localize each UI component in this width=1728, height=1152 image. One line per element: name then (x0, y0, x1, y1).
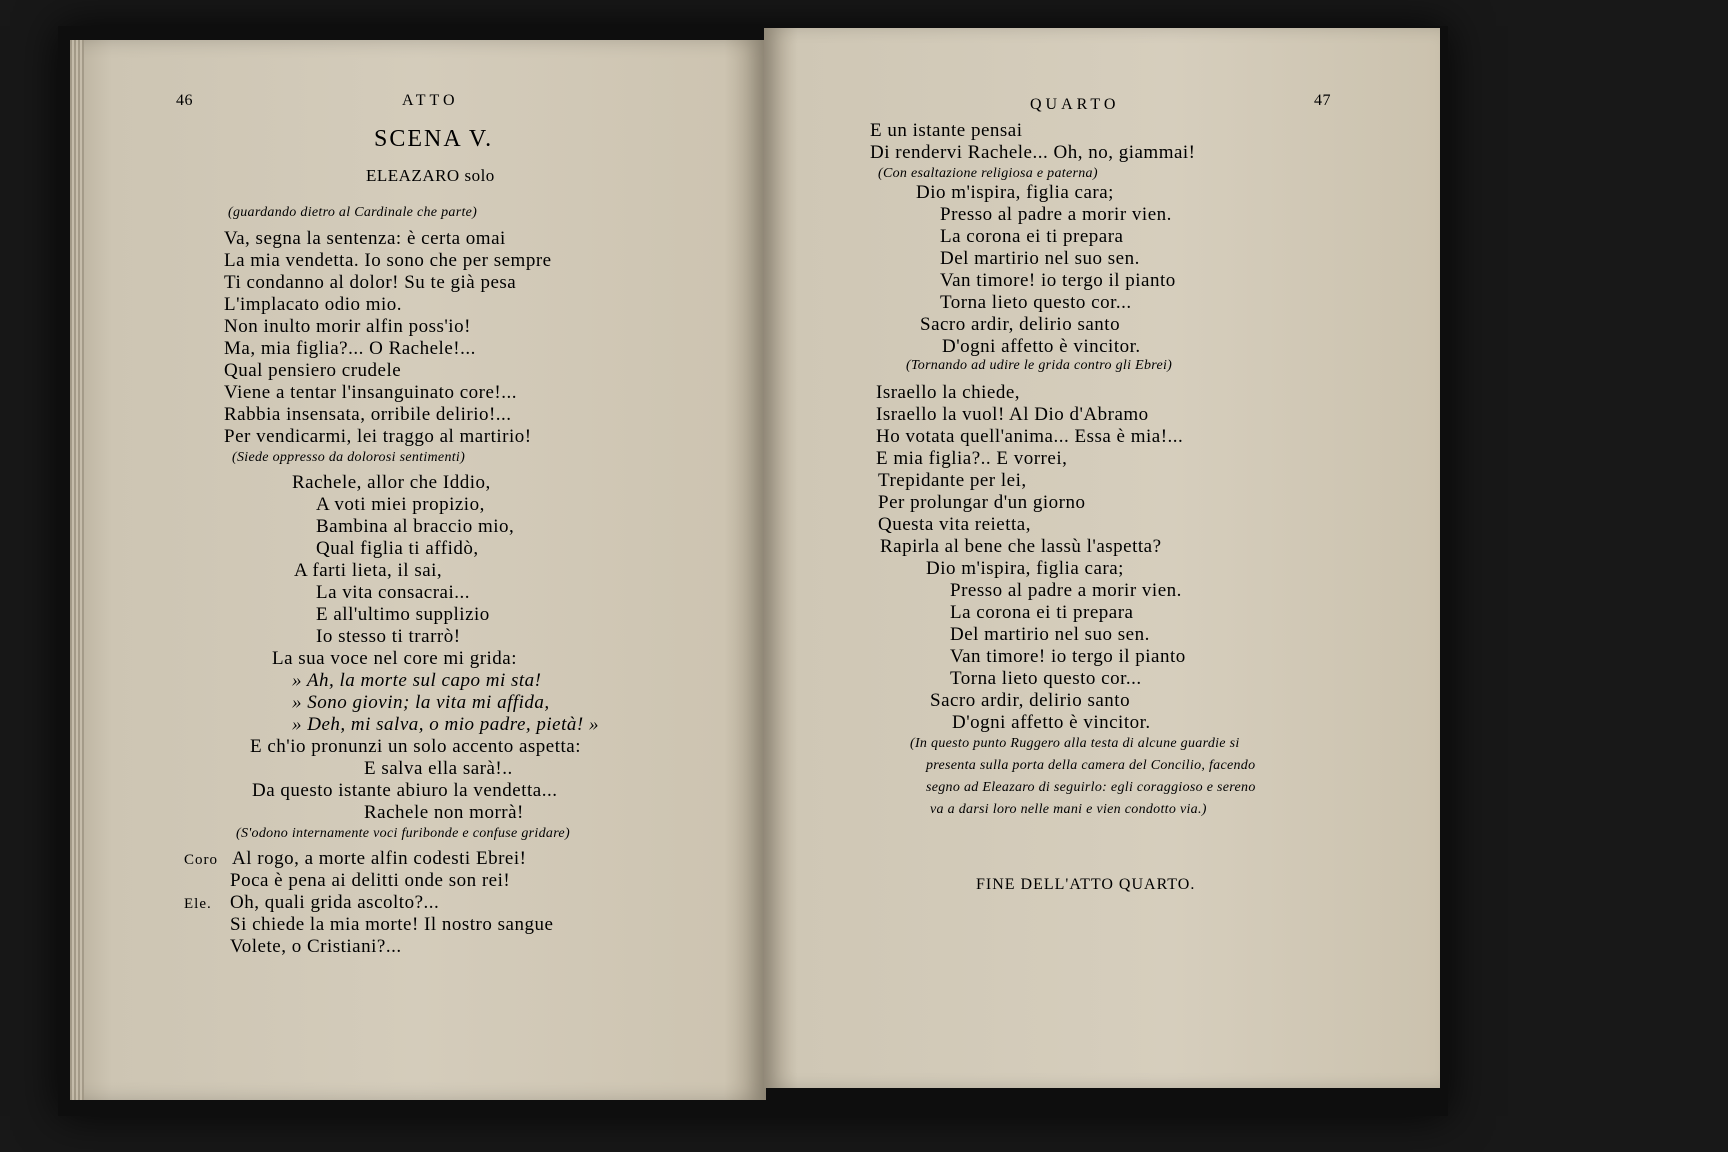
verse-line: Presso al padre a morir vien. (940, 204, 1172, 225)
verse-line: Qual figlia ti affidò, (316, 538, 479, 559)
verse-line: » Deh, mi salva, o mio padre, pietà! » (292, 714, 599, 735)
verse-line: Bambina al braccio mio, (316, 516, 515, 537)
verse-line: Non inulto morir alfin poss'io! (224, 316, 471, 337)
verse-line: » Sono giovin; la vita mi affida, (292, 692, 550, 713)
verse-line: E un istante pensai (870, 120, 1023, 141)
verse-line: La corona ei ti prepara (940, 226, 1124, 247)
verse-line: Van timore! io tergo il pianto (950, 646, 1186, 667)
verse-line: Viene a tentar l'insanguinato core!... (224, 382, 517, 403)
verse-line: Io stesso ti trarrò! (316, 626, 461, 647)
stage-direction: segno ad Eleazaro di seguirlo: egli coraggioso e sereno (926, 780, 1256, 795)
verse-line: Dio m'ispira, figlia cara; (916, 182, 1114, 203)
verse-line: Per prolungar d'un giorno (878, 492, 1086, 513)
verse-line: Rapirla al bene che lassù l'aspetta? (880, 536, 1162, 557)
verse-line: Sacro ardir, delirio santo (930, 690, 1131, 711)
page-edges (70, 40, 84, 1100)
verse-line: D'ogni affetto è vincitor. (942, 336, 1141, 357)
verse-line: Si chiede la mia morte! Il nostro sangue (230, 914, 554, 935)
verse-line: Rachele, allor che Iddio, (292, 472, 491, 493)
stage-direction: (Tornando ad udire le grida contro gli Ebrei) (906, 358, 1173, 373)
verse-line: Torna lieto questo cor... (950, 668, 1142, 689)
verse-line: A voti miei propizio, (316, 494, 485, 515)
stage-direction: presenta sulla porta della camera del Concilio, facendo (926, 758, 1256, 773)
verse-line: Del martirio nel suo sen. (950, 624, 1150, 645)
verse-line: Di rendervi Rachele... Oh, no, giammai! (870, 142, 1196, 163)
verse-line: Ma, mia figlia?... O Rachele!... (224, 338, 476, 359)
verse-line: Al rogo, a morte alfin codesti Ebrei! (232, 848, 527, 869)
verse-line: La vita consacrai... (316, 582, 471, 603)
act-ending: FINE DELL'ATTO QUARTO. (976, 876, 1196, 893)
verse-line: Trepidante per lei, (878, 470, 1027, 491)
verse-line: » Ah, la morte sul capo mi sta! (292, 670, 542, 691)
page-number-right: 47 (1314, 92, 1331, 109)
verse-line: La mia vendetta. Io sono che per sempre (224, 250, 552, 271)
verse-line: E salva ella sarà!.. (364, 758, 513, 779)
verse-line: Dio m'ispira, figlia cara; (926, 558, 1124, 579)
running-head-right: QUARTO (1030, 96, 1120, 113)
verse-line: Qual pensiero crudele (224, 360, 402, 381)
verse-line: Israello la vuol! Al Dio d'Abramo (876, 404, 1149, 425)
page-number-left: 46 (176, 92, 193, 109)
stage-direction: va a darsi loro nelle mani e vien condotto via.) (930, 802, 1207, 817)
verse-line: L'implacato odio mio. (224, 294, 403, 315)
verse-line: Va, segna la sentenza: è certa omai (224, 228, 506, 249)
verse-line: E ch'io pronunzi un solo accento aspetta: (250, 736, 581, 757)
verse-line: Rabbia insensata, orribile delirio!... (224, 404, 512, 425)
verse-line: D'ogni affetto è vincitor. (952, 712, 1151, 733)
verse-line: Poca è pena ai delitti onde son rei! (230, 870, 511, 891)
character-heading: ELEAZARO solo (366, 166, 495, 185)
verse-line: Per vendicarmi, lei traggo al martirio! (224, 426, 532, 447)
verse-line: La corona ei ti prepara (950, 602, 1134, 623)
stage-direction: (Siede oppresso da dolorosi sentimenti) (232, 450, 466, 465)
verse-line: A farti lieta, il sai, (294, 560, 443, 581)
stage-direction: (Con esaltazione religiosa e paterna) (878, 166, 1098, 181)
verse-line: Rachele non morrà! (364, 802, 524, 823)
verse-line: Del martirio nel suo sen. (940, 248, 1140, 269)
verse-line: Torna lieto questo cor... (940, 292, 1132, 313)
verse-line: Israello la chiede, (876, 382, 1021, 403)
running-head-left: ATTO (402, 92, 459, 109)
verse-line: Van timore! io tergo il pianto (940, 270, 1176, 291)
verse-line: La sua voce nel core mi grida: (272, 648, 518, 669)
verse-line: Questa vita reietta, (878, 514, 1031, 535)
stage-direction: (guardando dietro al Cardinale che parte) (228, 205, 478, 220)
verse-line: Ho votata quell'anima... Essa è mia!... (876, 426, 1184, 447)
speaker-label: Ele. (184, 896, 212, 912)
verse-line: E mia figlia?.. E vorrei, (876, 448, 1068, 469)
verse-line: Ti condanno al dolor! Su te già pesa (224, 272, 517, 293)
verse-line: Presso al padre a morir vien. (950, 580, 1182, 601)
verse-line: Sacro ardir, delirio santo (920, 314, 1121, 335)
stage-direction: (In questo punto Ruggero alla testa di alcune guardie si (910, 736, 1240, 751)
scene-title: SCENA V. (374, 126, 494, 152)
verse-line: Da questo istante abiuro la vendetta... (252, 780, 558, 801)
verse-line: Volete, o Cristiani?... (230, 936, 402, 957)
stage-direction: (S'odono internamente voci furibonde e confuse gridare) (236, 826, 570, 841)
verse-line: E all'ultimo supplizio (316, 604, 490, 625)
speaker-label: Coro (184, 852, 218, 868)
verse-line: Oh, quali grida ascolto?... (230, 892, 440, 913)
